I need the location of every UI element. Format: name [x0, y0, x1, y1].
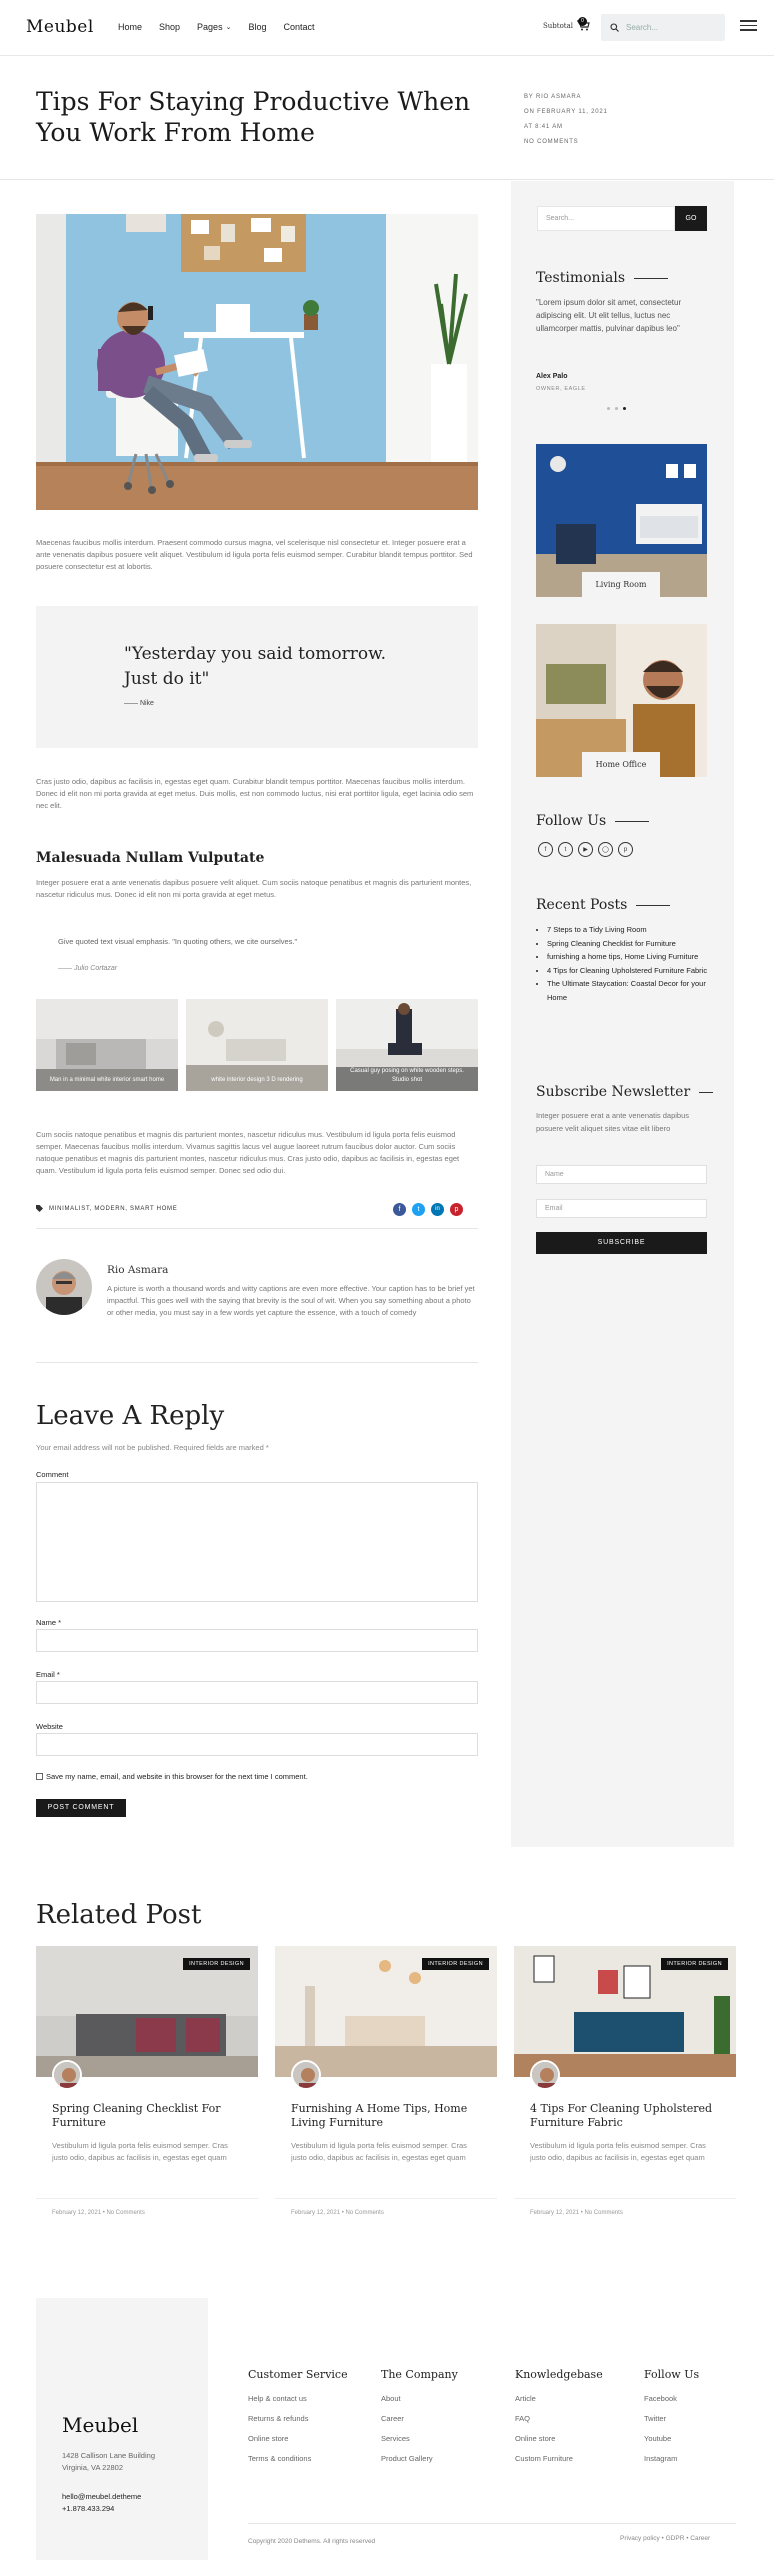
post-paragraph-3: Integer posuere erat a ante venenatis dapibus posuere velit aliquet. Cum sociis natoque penatibus et magnis dis parturient montes, nascetur ridiculus mus. Donec id elit non mi porta gravida at eget metus.	[36, 878, 472, 899]
newsletter-email-field[interactable]: Email	[536, 1199, 707, 1218]
post-paragraph-2: Cras justo odio, dapibus ac facilisis in, egestas eget quam. Curabitur blandit tempus porttitor. Maecenas faucibus mollis interdum. Donec id elit non mi porta gravida at eget metus. Duis mollis, est non commodo luctus, nisi erat porttitor ligula, eget lacinia odio sem nec elit.	[36, 777, 474, 810]
related-post-image[interactable]	[514, 1946, 736, 2077]
author-name[interactable]: Rio Asmara	[107, 1264, 169, 1276]
testimonial-role: OWNER, EAGLE	[536, 386, 586, 392]
consent-row	[36, 1772, 308, 1781]
footer-col-title: Knowledgebase	[515, 2368, 603, 2381]
youtube-icon[interactable]: ▶	[578, 842, 593, 857]
related-post-meta: February 12, 2021 • No Comments	[530, 2210, 623, 2216]
testimonial-dots[interactable]	[607, 407, 626, 410]
promo-living-room[interactable]	[536, 444, 707, 597]
recent-post-item[interactable]: • The Ultimate Staycation: Coastal Decor for your Home	[547, 977, 712, 1004]
nav-pages[interactable]: Pages ⌄	[197, 22, 232, 32]
pinterest-icon[interactable]: p	[450, 1203, 463, 1216]
search-icon	[610, 23, 619, 32]
post-paragraph-4: Cum sociis natoque penatibus et magnis dis parturient montes, nascetur ridiculus mus. Vestibulum id ligula porta felis euismod semper. Maecenas faucibus mollis interdum. Vivamus sagittis lacus vel augue laoreet rutrum faucibus dolor auctor. Cum sociis natoque penatibus et magnis dis parturient montes, nascetur ridiculus mus. Cras justo odio, dapibus ac facilisis in, egestas eget quam. Vestibulum id ligula porta felis euismod semper. Donec sed odio dui.	[36, 1130, 460, 1175]
footer-link[interactable]: Online store	[248, 2434, 289, 2443]
footer-link[interactable]: Online store	[515, 2434, 556, 2443]
nav-contact[interactable]: Contact	[283, 22, 315, 32]
footer-link[interactable]: About	[381, 2394, 401, 2403]
main-nav	[118, 22, 332, 32]
post-time: AT 8:41 AM	[524, 124, 563, 130]
reply-note: Your email address will not be published. Required fields are marked *	[36, 1443, 269, 1452]
footer-col-title: Follow Us	[644, 2368, 700, 2381]
post-intro-paragraph: Maecenas faucibus mollis interdum. Praesent commodo cursus magna, vel scelerisque nisl consectetur et. Integer posuere erat a ante venenatis dapibus posuere velit aliquet. Vestibulum id ligula porta felis euismod semper. Curabitur blandit tempus porttitor. Sed posuere consectetur est at lobortis.	[36, 538, 473, 571]
footer-col-follow	[644, 2368, 699, 2469]
related-post-tag[interactable]: INTERIOR DESIGN	[422, 1958, 489, 1970]
testimonial-name: Alex Palo	[536, 373, 568, 380]
footer-email[interactable]: hello@meubel.dethemе	[62, 2492, 142, 2501]
post-comment-button[interactable]: POST COMMENT	[36, 1799, 126, 1817]
footer-link[interactable]: Product Gallery	[381, 2454, 433, 2463]
inline-quote	[58, 937, 468, 972]
post-author[interactable]: BY RIO ASMARA	[524, 94, 582, 100]
footer-bottom-links[interactable]: Privacy policy • GDPR • Career	[620, 2535, 711, 2542]
recent-post-item[interactable]: • 4 Tips for Cleaning Upholstered Furniture Fabric	[547, 964, 712, 978]
instagram-icon[interactable]: ◯	[598, 842, 613, 857]
footer-link[interactable]: Returns & refunds	[248, 2414, 309, 2423]
footer-col-customer-service	[248, 2368, 348, 2469]
author-avatar[interactable]	[36, 1259, 92, 1315]
sidebar-search-input[interactable]	[537, 206, 675, 231]
related-post-image[interactable]	[275, 1946, 497, 2077]
header-search-placeholder: Search...	[626, 23, 659, 32]
comment-textarea[interactable]	[36, 1482, 478, 1602]
website-label: Website	[36, 1722, 63, 1731]
sidebar-social-icons	[538, 842, 638, 857]
chevron-down-icon: ⌄	[225, 24, 232, 31]
promo-home-office-label: Home Office	[582, 752, 660, 777]
post-tags	[36, 1205, 177, 1212]
footer-col-title: Customer Service	[248, 2368, 348, 2381]
consent-label: Save my name, email, and website in this browser for the next time I comment.	[46, 1772, 308, 1781]
post-tags-list[interactable]: MINIMALIST, MODERN, SMART HOME	[49, 1205, 178, 1212]
subscribe-button[interactable]: SUBSCRIBE	[536, 1232, 707, 1254]
post-title: Tips For Staying Productive When You Work From Home	[36, 87, 471, 147]
inline-quote-author: —— Julio Cortazar	[58, 965, 118, 972]
sidebar-search-button[interactable]: GO	[675, 206, 707, 231]
testimonial-text: "Lorem ipsum dolor sit amet, consectetur adipiscing elit. Ut elit tellus, luctus nec ullamcorper mattis, pulvinar dapibus leo"	[536, 298, 682, 333]
related-post-card[interactable]	[275, 1946, 497, 2216]
related-post-excerpt: Vestibulum id ligula porta felis euismod semper. Cras justo odio, dapibus ac facilisis in, egestas eget quam	[52, 2141, 228, 2162]
gallery-caption-2: white interior design 3 D rendering	[211, 1077, 303, 1083]
footer-link[interactable]: Terms & conditions	[248, 2454, 312, 2463]
related-post-tag[interactable]: INTERIOR DESIGN	[661, 1958, 728, 1970]
related-post-excerpt: Vestibulum id ligula porta felis euismod semper. Cras justo odio, dapibus ac facilisis in, egestas eget quam	[291, 2141, 467, 2162]
gallery-caption-3: Casual guy posing on white wooden steps. Studio shot	[350, 1068, 464, 1083]
footer-logo[interactable]: Meubel	[62, 2413, 139, 2437]
site-logo[interactable]: Meubel	[26, 17, 94, 37]
name-label: Name *	[36, 1618, 62, 1627]
related-post-excerpt: Vestibulum id ligula porta felis euismod semper. Cras justo odio, dapibus ac facilisis in, egestas eget quam	[530, 2141, 706, 2162]
email-field[interactable]	[36, 1681, 478, 1704]
related-post-card[interactable]	[36, 1946, 258, 2216]
reply-title: Leave A Reply	[36, 1401, 225, 1431]
related-post-title[interactable]: Furnishing A Home Tips, Home Living Furniture	[291, 2102, 468, 2129]
related-post-tag[interactable]: INTERIOR DESIGN	[183, 1958, 250, 1970]
pull-quote-author: —— Nike	[124, 700, 154, 707]
footer-address: 1428 Callison Lane Building Virginia, VA 22802	[62, 2451, 155, 2472]
sidebar-search-placeholder: Search...	[546, 215, 575, 222]
post-subheading: Malesuada Nullam Vulputate	[36, 850, 265, 866]
share-buttons	[393, 1203, 463, 1216]
nav-home[interactable]: Home	[118, 22, 143, 32]
recent-post-item[interactable]: • 7 Steps to a Tidy Living Room	[547, 923, 712, 937]
nav-blog[interactable]: Blog	[248, 22, 267, 32]
recent-post-item[interactable]: • furnishing a home tips, Home Living Furniture	[547, 950, 712, 964]
recent-posts-list	[547, 923, 712, 1004]
footer-col-knowledgebase	[515, 2368, 603, 2469]
twitter-icon[interactable]: t	[412, 1203, 425, 1216]
linkedin-icon[interactable]: in	[431, 1203, 444, 1216]
promo-living-room-label: Living Room	[582, 572, 660, 597]
related-title: Related Post	[36, 1900, 202, 1930]
hero-image	[36, 214, 478, 510]
footer-col-title: The Company	[381, 2368, 458, 2381]
name-field[interactable]	[36, 1629, 478, 1652]
divider	[36, 1362, 478, 1363]
footer-link[interactable]: Facebook	[644, 2394, 677, 2403]
gallery-caption-1: Man in a minimal white interior smart home	[49, 1077, 165, 1083]
nav-shop[interactable]: Shop	[159, 22, 181, 32]
recent-posts-heading: Recent Posts	[536, 897, 670, 913]
email-label: Email *	[36, 1670, 60, 1679]
footer-link[interactable]: Custom Furniture	[515, 2454, 573, 2463]
pull-quote	[36, 606, 478, 748]
newsletter-text: Integer posuere erat a ante venenatis dapibus posuere velit aliquet sites vitae elit libero	[536, 1111, 690, 1133]
footer-link[interactable]: Youtube	[644, 2434, 672, 2443]
site-header	[0, 0, 774, 56]
related-post-image[interactable]	[36, 1946, 258, 2077]
divider	[36, 1228, 478, 1229]
inline-quote-text: Give quoted text visual emphasis. "In quoting others, we cite ourselves."	[58, 937, 298, 946]
footer-link[interactable]: Instagram	[644, 2454, 678, 2463]
footer-link[interactable]: Career	[381, 2414, 404, 2423]
post-comments-count[interactable]: NO COMMENTS	[524, 139, 579, 145]
tag-icon	[36, 1205, 43, 1212]
pull-quote-text: "Yesterday you said tomorrow. Just do it"	[124, 644, 387, 689]
related-post-author-avatar[interactable]	[52, 2060, 82, 2090]
footer-divider	[248, 2523, 736, 2524]
testimonials-heading: Testimonials	[536, 270, 668, 286]
footer-link[interactable]: Help & contact us	[248, 2394, 307, 2403]
promo-home-office[interactable]	[536, 624, 707, 777]
twitter-icon[interactable]: t	[558, 842, 573, 857]
gallery-image-3[interactable]	[336, 999, 478, 1091]
related-post-meta: February 12, 2021 • No Comments	[52, 2210, 145, 2216]
menu-icon[interactable]	[740, 20, 757, 35]
comment-label: Comment	[36, 1470, 69, 1479]
author-bio: A picture is worth a thousand words and witty captions are even more effective. Your caption has to be brief yet impactful. This goes well with the saying that brevity is the soul of wit. When you say something about a photo or other media, you must say in a few words yet capture the essence, with a touch of comedy	[107, 1284, 475, 1317]
footer-link[interactable]: Twitter	[644, 2414, 667, 2423]
footer-phone[interactable]: +1.878.433.294	[62, 2504, 115, 2513]
related-post-author-avatar[interactable]	[291, 2060, 321, 2090]
newsletter-name-field[interactable]: Name	[536, 1165, 707, 1184]
consent-checkbox[interactable]	[36, 1773, 43, 1780]
cart-subtotal-label: Subtotal	[543, 21, 574, 30]
gallery-image-1[interactable]	[36, 999, 178, 1091]
cart-count-badge: 0	[578, 17, 587, 26]
facebook-icon[interactable]: f	[538, 842, 553, 857]
related-post-title[interactable]: 4 Tips For Cleaning Upholstered Furniture Fabric	[530, 2102, 713, 2129]
footer-copyright: Copyright 2020 Dethems. All rights reserved	[248, 2538, 376, 2545]
header-search-input[interactable]	[601, 14, 725, 41]
footer-link[interactable]: Article	[515, 2394, 536, 2403]
footer-col-company	[381, 2368, 458, 2469]
post-meta	[524, 90, 608, 150]
related-post-author-avatar[interactable]	[530, 2060, 560, 2090]
recent-post-item[interactable]: • Spring Cleaning Checklist for Furniture	[547, 937, 712, 951]
related-post-meta: February 12, 2021 • No Comments	[291, 2210, 384, 2216]
newsletter-heading: Subscribe Newsletter	[536, 1084, 713, 1100]
post-date: ON FEBRUARY 11, 2021	[524, 109, 608, 115]
pinterest-icon[interactable]: p	[618, 842, 633, 857]
gallery-image-2[interactable]	[186, 999, 328, 1091]
website-field[interactable]	[36, 1733, 478, 1756]
related-post-title[interactable]: Spring Cleaning Checklist For Furniture	[52, 2102, 221, 2129]
related-post-card[interactable]	[514, 1946, 736, 2216]
follow-heading: Follow Us	[536, 813, 649, 829]
footer-link[interactable]: FAQ	[515, 2414, 531, 2423]
sidebar	[511, 181, 734, 1847]
footer-link[interactable]: Services	[381, 2434, 410, 2443]
facebook-icon[interactable]: f	[393, 1203, 406, 1216]
